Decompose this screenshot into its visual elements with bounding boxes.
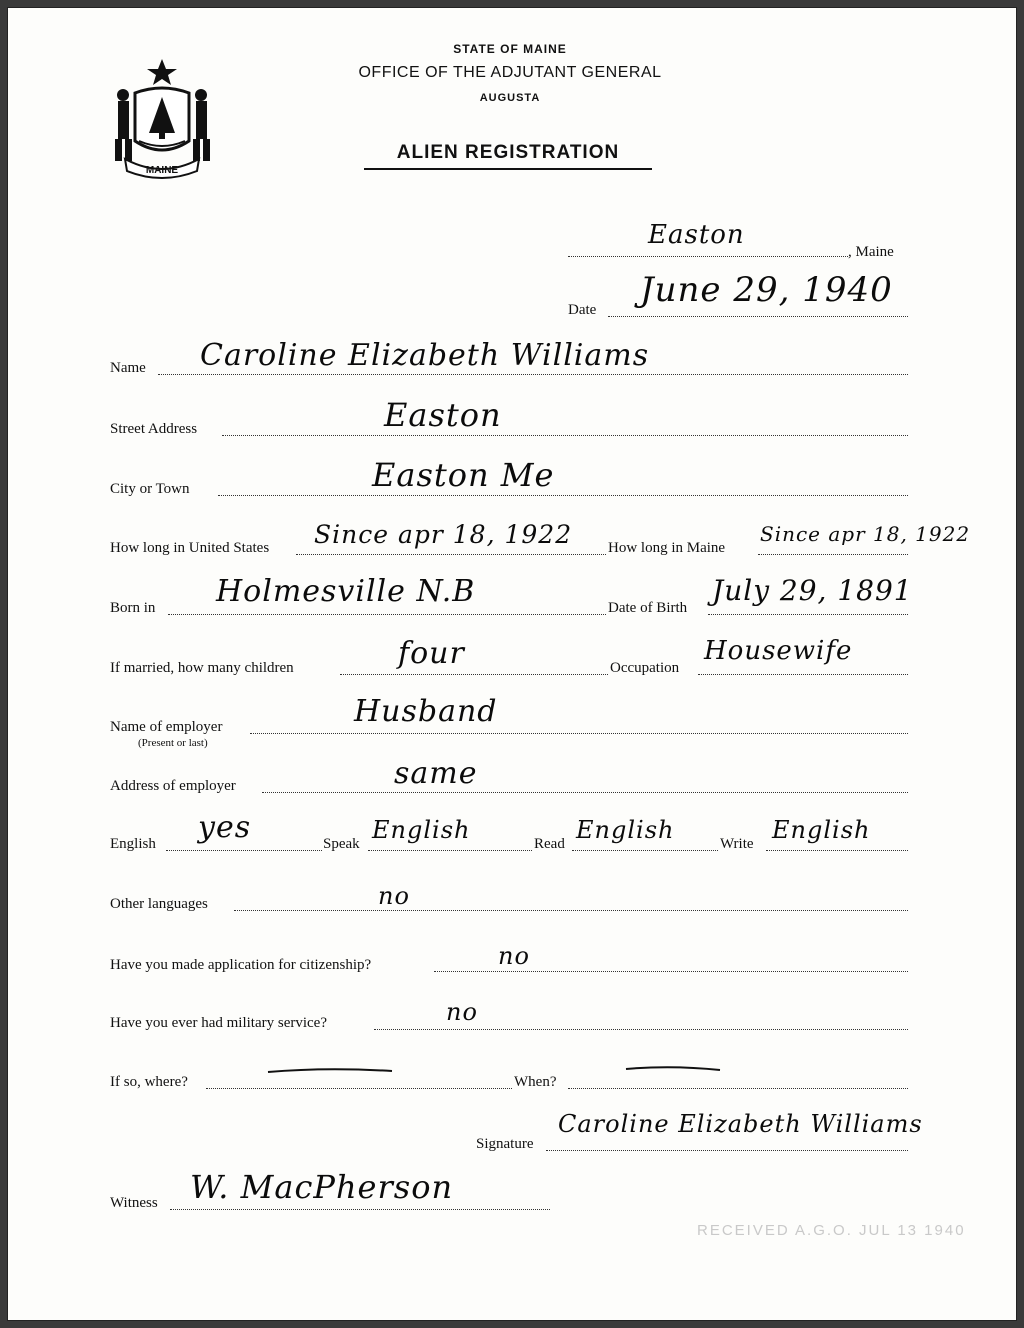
city-entry: Easton Me bbox=[372, 456, 555, 494]
citizenship-entry: no bbox=[498, 942, 530, 970]
english-entry: yes bbox=[198, 810, 252, 845]
employer-line bbox=[250, 733, 908, 734]
how-long-maine-line bbox=[758, 554, 908, 555]
employer-sublabel: (Present or last) bbox=[138, 737, 208, 749]
date-line bbox=[608, 316, 908, 317]
born-in-label: Born in bbox=[110, 600, 156, 616]
english-label: English bbox=[110, 836, 156, 852]
write-entry: English bbox=[772, 816, 871, 844]
born-in-entry: Holmesville N.B bbox=[216, 574, 476, 609]
children-entry: four bbox=[398, 636, 465, 671]
date-entry: June 29, 1940 bbox=[640, 270, 893, 310]
born-in-line bbox=[168, 614, 606, 615]
town-entry: Easton bbox=[648, 220, 745, 250]
signature-line bbox=[546, 1150, 908, 1151]
write-label: Write bbox=[720, 836, 754, 852]
occupation-label: Occupation bbox=[610, 660, 680, 676]
employer-entry: Husband bbox=[354, 694, 498, 729]
how-long-maine-label: How long in Maine bbox=[608, 540, 726, 556]
maine-label: , Maine bbox=[848, 244, 894, 260]
signature-entry: Caroline Elizabeth Williams bbox=[558, 1110, 923, 1138]
date-of-birth-line bbox=[708, 614, 908, 615]
occupation-line bbox=[698, 674, 908, 675]
children-line bbox=[340, 674, 608, 675]
when-dash-mark bbox=[624, 1062, 724, 1076]
how-long-maine-entry: Since apr 18, 1922 bbox=[760, 522, 971, 546]
other-languages-entry: no bbox=[378, 882, 410, 910]
office-heading: OFFICE OF THE ADJUTANT GENERAL bbox=[358, 64, 662, 81]
citizenship-line bbox=[434, 971, 908, 972]
date-of-birth-entry: July 29, 1891 bbox=[712, 574, 913, 607]
speak-line bbox=[368, 850, 532, 851]
city-heading: AUGUSTA bbox=[479, 92, 541, 104]
employer-address-line bbox=[262, 792, 908, 793]
if-so-where-line bbox=[206, 1088, 512, 1089]
employer-address-entry: same bbox=[394, 756, 478, 791]
military-line bbox=[374, 1029, 908, 1030]
town-line bbox=[568, 256, 848, 257]
received-stamp: RECEIVED A.G.O. JUL 13 1940 bbox=[697, 1222, 966, 1239]
signature-label: Signature bbox=[476, 1136, 534, 1152]
svg-text:MAINE: MAINE bbox=[145, 165, 179, 176]
date-of-birth-label: Date of Birth bbox=[608, 600, 688, 616]
witness-entry: W. MacPherson bbox=[190, 1168, 454, 1206]
how-long-us-entry: Since apr 18, 1922 bbox=[314, 520, 573, 549]
if-so-where-label: If so, where? bbox=[110, 1074, 188, 1090]
date-label: Date bbox=[568, 302, 597, 318]
read-line bbox=[572, 850, 718, 851]
street-address-line bbox=[222, 435, 908, 436]
witness-line bbox=[170, 1209, 550, 1210]
name-label: Name bbox=[110, 360, 146, 376]
witness-label: Witness bbox=[110, 1195, 158, 1211]
when-label: When? bbox=[514, 1074, 557, 1090]
name-entry: Caroline Elizabeth Williams bbox=[200, 338, 650, 373]
employer-address-label: Address of employer bbox=[110, 778, 236, 794]
name-line bbox=[158, 374, 908, 375]
city-line bbox=[218, 495, 908, 496]
other-languages-line bbox=[234, 910, 908, 911]
occupation-entry: Housewife bbox=[704, 636, 853, 666]
employer-label: Name of employer bbox=[110, 719, 223, 735]
write-line bbox=[766, 850, 908, 851]
where-dash-mark bbox=[266, 1064, 396, 1078]
street-address-entry: Easton bbox=[384, 396, 502, 434]
military-label: Have you ever had military service? bbox=[110, 1015, 327, 1031]
city-label: City or Town bbox=[110, 481, 190, 497]
other-languages-label: Other languages bbox=[110, 896, 208, 912]
speak-entry: English bbox=[372, 816, 471, 844]
how-long-us-label: How long in United States bbox=[110, 540, 270, 556]
citizenship-label: Have you made application for citizenship? bbox=[110, 957, 372, 973]
state-heading: STATE OF MAINE bbox=[453, 42, 567, 56]
english-line bbox=[166, 850, 322, 851]
maine-state-seal-icon bbox=[105, 55, 220, 180]
read-label: Read bbox=[534, 836, 565, 852]
children-label: If married, how many children bbox=[110, 660, 294, 676]
when-line bbox=[568, 1088, 908, 1089]
read-entry: English bbox=[576, 816, 675, 844]
form-title: ALIEN REGISTRATION bbox=[396, 142, 620, 163]
how-long-us-line bbox=[296, 554, 606, 555]
military-entry: no bbox=[446, 998, 478, 1026]
speak-label: Speak bbox=[323, 836, 360, 852]
title-underline bbox=[364, 168, 652, 170]
street-address-label: Street Address bbox=[110, 421, 198, 437]
